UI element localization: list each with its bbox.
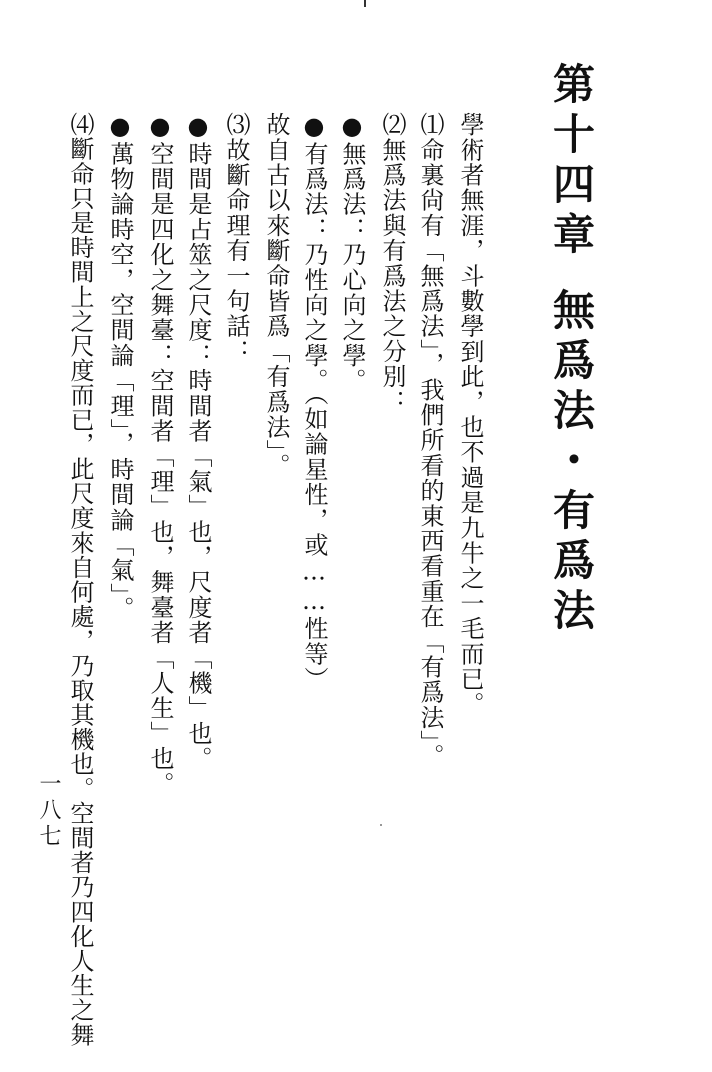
body-column-4: ●無爲法：乃心向之學。	[338, 112, 366, 394]
body-column-11: ⑷斷命只是時間上之尺度而已，此尺度來自何處，乃取其機也。空間者乃四化人生之舞	[66, 112, 94, 1047]
body-column-9: ●空間是四化之舞臺：空間者「理」也，舞臺者「人生」也。	[146, 112, 174, 797]
top-edge-mark	[364, 0, 366, 7]
body-column-7: ⑶故斷命理有一句話：	[222, 112, 250, 364]
body-column-3: ⑵無爲法與有爲法之分別：	[378, 112, 406, 415]
scan-speck	[380, 824, 382, 826]
chapter-number: 第十四章	[547, 62, 596, 262]
body-column-2: ⑴命裏尙有「無爲法」，我們所看的東西看重在「有爲法」。	[416, 112, 444, 769]
body-column-1: 學術者無涯，斗數學到此，也不過是九牛之一毛而已。	[456, 112, 484, 717]
body-column-5: ●有爲法：乃性向之學。（如論星性，或……性等）	[300, 112, 328, 692]
chapter-heading	[547, 62, 596, 638]
body-column-6: 故自古以來斷命皆爲「有爲法」。	[262, 112, 290, 478]
chapter-title: 無爲法・有爲法	[547, 288, 596, 638]
body-column-10: ●萬物論時空，空間論「理」，時間論「氣」。	[106, 112, 134, 622]
page-number: 一八七	[36, 772, 61, 850]
body-column-8: ●時間是占筮之尺度：時間者「氣」也，尺度者「機」也。	[184, 112, 212, 772]
